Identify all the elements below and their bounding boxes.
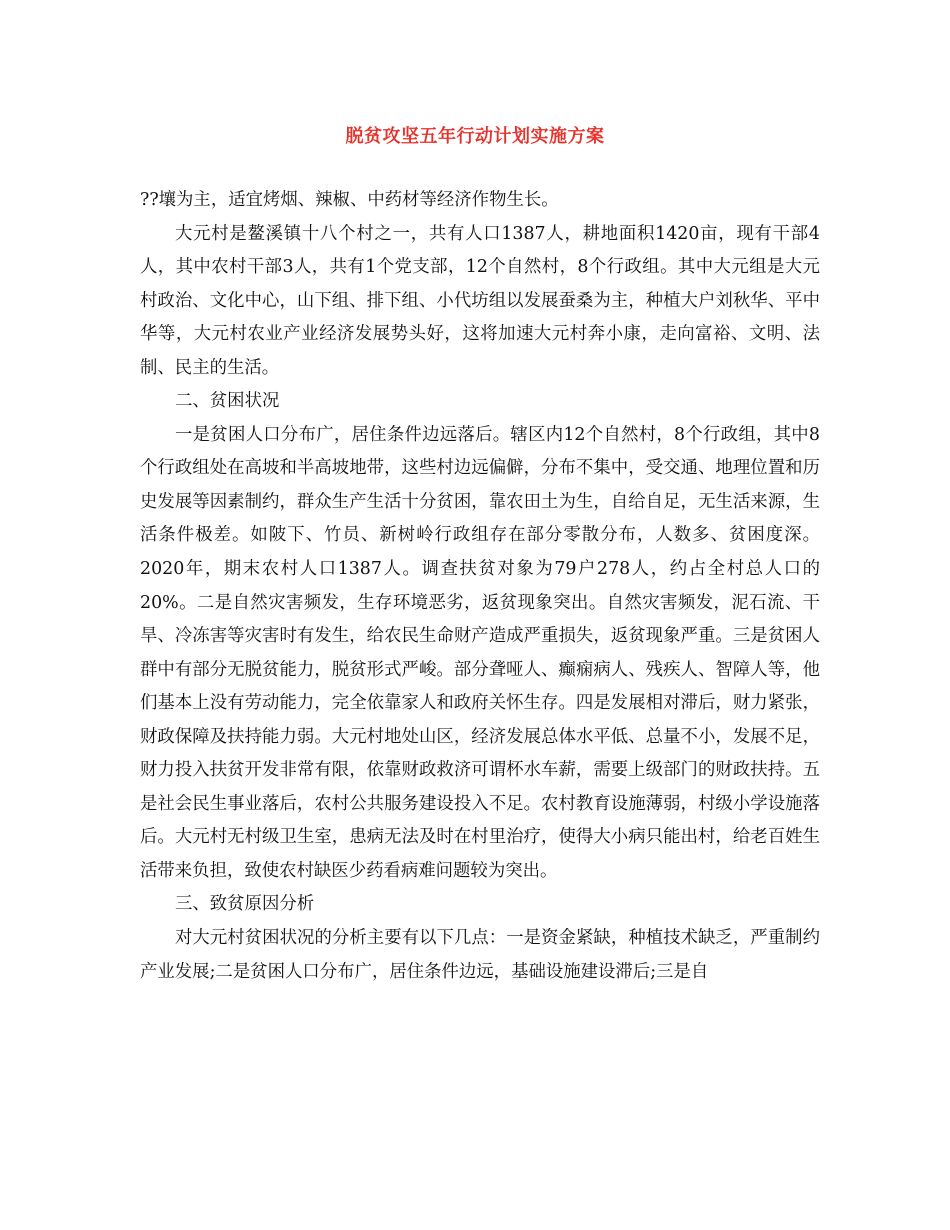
section-heading-poverty-status: 二、贫困状况 (175, 391, 280, 412)
paragraph-village-overview: 大元村是鳌溪镇十八个村之一，共有人口1387人，耕地面积1420亩，现有干部4人，其中农村干部3人，共有1个党支部，12个自然村，8个行政组。其中大元组是大元村政治、文化中心，山下组、排下组、小代坊组以发展蚕桑为主，种植大户刘秋华、平中华等，大元村农业产业经济发展势头好，这将加速大元村奔小康，走向富裕、文明、法制、民主的生活。 (140, 223, 820, 378)
document-title: 脱贫攻坚五年行动计划实施方案 (345, 126, 605, 147)
document-body (140, 184, 820, 989)
paragraph-poverty-causes: 对大元村贫困状况的分析主要有以下几点：一是资金紧缺，种植技术缺乏，严重制约产业发展;二是贫困人口分布广，居住条件边远，基础设施建设滞后;三是自 (140, 928, 820, 982)
paragraph-continued-soil: ??壤为主，适宜烤烟、辣椒、中药材等经济作物生长。 (140, 190, 559, 210)
section-heading-poverty-causes: 三、致贫原因分析 (175, 894, 315, 915)
paragraph-poverty-status: 一是贫困人口分布广，居住条件边远落后。辖区内12个自然村，8个行政组，其中8个行政组处在高坡和半高坡地带，这些村边远偏僻，分布不集中，受交通、地理位置和历史发展等因素制约，群众生产生活十分贫困，靠农田土为生，自给自足，无生活来源，生活条件极差。如陂下、竹员、新树岭行政组存在部分零散分布，人数多、贫困度深。2020年，期末农村人口1387人。调查扶贫对象为79户278人，约占全村总人口的20%。二是自然灾害频发，生存环境恶劣，返贫现象突出。自然灾害频发，泥石流、干旱、冷冻害等灾害时有发生，给农民生命财产造成严重损失，返贫现象严重。三是贫困人群中有部分无脱贫能力，脱贫形式严峻。部分聋哑人、癫痫病人、残疾人、智障人等，他们基本上没有劳动能力，完全依靠家人和政府关怀生存。四是发展相对滞后，财力紧张，财政保障及扶持能力弱。大元村地处山区，经济发展总体水平低、总量不小，发展不足，财力投入扶贫开发非常有限，依靠财政救济可谓杯水车薪，需要上级部门的财政扶持。五是社会民生事业落后，农村公共服务建设投入不足。农村教育设施薄弱，村级小学设施落后。大元村无村级卫生室，患病无法及时在村里治疗，使得大小病只能出村，给老百姓生活带来负担，致使农村缺医少药看病难问题较为突出。 (140, 424, 820, 881)
